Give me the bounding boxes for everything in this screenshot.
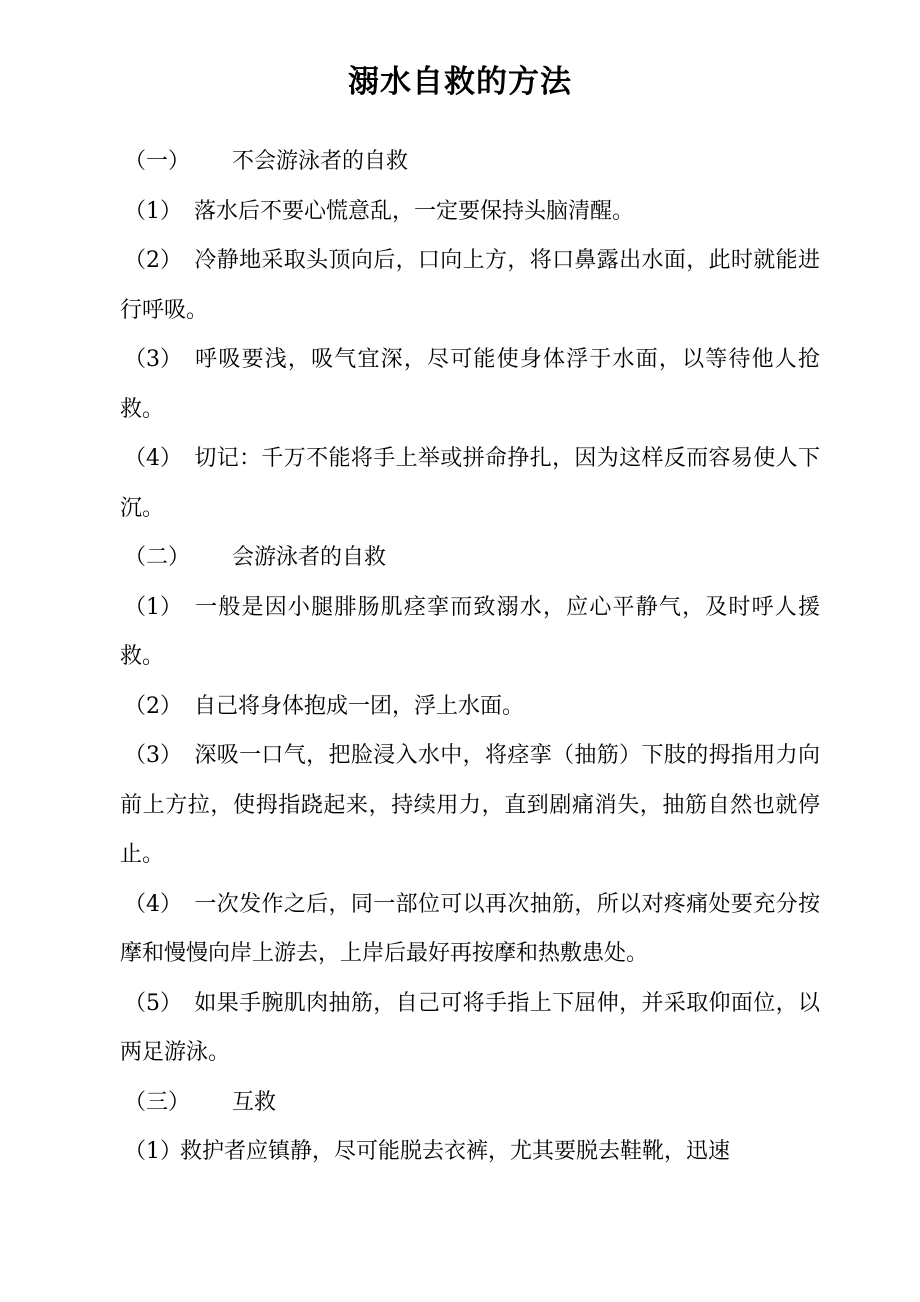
section-title: 不会游泳者的自救 [232, 149, 409, 174]
list-item [120, 434, 820, 533]
list-item [120, 1127, 820, 1177]
item-number: （1） [124, 1139, 182, 1164]
item-number: （5） [124, 990, 182, 1016]
list-item [120, 583, 820, 682]
list-item [120, 682, 820, 732]
item-text: 一次发作之后，同一部位可以再次抽筋，所以对疼痛处要充分按摩和慢慢向岸上游去，上岸后最好再按摩和热敷患处。 [120, 891, 820, 966]
item-text: 冷静地采取头顶向后，口向上方，将口鼻露出水面，此时就能进行呼吸。 [120, 248, 820, 323]
item-text: 如果手腕肌肉抽筋，自己可将手指上下屈伸，并采取仰面位，以两足游泳。 [120, 990, 820, 1065]
item-text: 呼吸要浅，吸气宜深，尽可能使身体浮于水面，以等待他人抢救。 [120, 347, 820, 422]
list-item [120, 335, 820, 434]
item-number: （1） [124, 594, 182, 620]
list-item [120, 880, 820, 979]
item-number: （3） [124, 347, 182, 372]
section-number: （三） [124, 1089, 191, 1115]
item-number: （2） [124, 248, 182, 273]
section-number: （二） [124, 545, 191, 570]
item-number: （1） [124, 198, 182, 224]
item-text: 一般是因小腿腓肠肌痉挛而致溺水，应心平静气，及时呼人援救。 [120, 594, 820, 669]
list-item [120, 187, 820, 237]
item-text: 自己将身体抱成一团，浮上水面。 [194, 693, 525, 719]
item-text: 切记：千万不能将手上举或拼命挣扎，因为这样反而容易使人下沉。 [120, 446, 820, 521]
section-number: （一） [124, 149, 191, 174]
list-item [120, 979, 820, 1078]
section-heading [120, 1078, 820, 1128]
section-title: 会游泳者的自救 [232, 545, 387, 570]
section-heading [120, 137, 820, 187]
section-title: 互救 [232, 1089, 277, 1115]
document-body [120, 137, 820, 1177]
page-title: 溺水自救的方法 [348, 64, 572, 100]
list-item [120, 731, 820, 880]
item-text: 深吸一口气，把脸浸入水中，将痉挛（抽筋）下肢的拇指用力向前上方拉，使拇指跷起来，持续用力，直到剧痛消失，抽筋自然也就停止。 [120, 743, 820, 867]
item-number: （4） [124, 891, 182, 917]
item-text: 落水后不要心慌意乱，一定要保持头脑清醒。 [194, 198, 635, 224]
item-number: （3） [124, 743, 182, 768]
item-text: 救护者应镇静，尽可能脱去衣裤，尤其要脱去鞋靴，迅速 [180, 1139, 731, 1164]
list-item [120, 236, 820, 335]
item-number: （4） [124, 446, 182, 471]
item-number: （2） [124, 693, 182, 719]
section-heading [120, 533, 820, 583]
